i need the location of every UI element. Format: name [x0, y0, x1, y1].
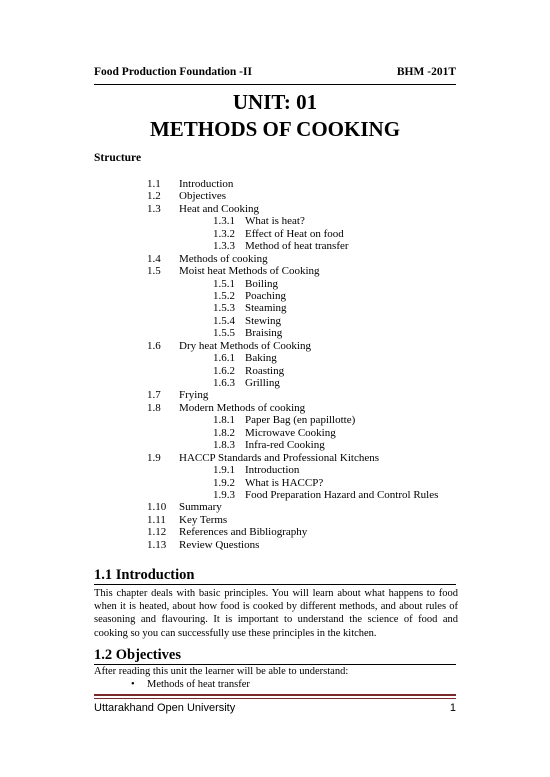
- toc-entry: [0, 464, 550, 476]
- toc-entry: [0, 489, 550, 501]
- toc-entry: [0, 178, 550, 190]
- toc-entry-number: 1.5.4: [213, 314, 235, 327]
- toc-entry-title: Infra-red Cooking: [245, 439, 325, 452]
- toc-entry: [0, 190, 550, 202]
- toc-entry-title: Grilling: [245, 377, 280, 389]
- unit-title: METHODS OF COOKING: [149, 117, 401, 141]
- toc-entry-title: Boiling: [245, 277, 279, 290]
- toc-entry: [0, 477, 550, 489]
- toc-entry: [0, 439, 550, 451]
- toc-entry-title: Introduction: [245, 464, 300, 477]
- toc-entry-number: 1.6.2: [213, 364, 235, 377]
- toc-entry: [0, 327, 550, 339]
- toc-entry-number: 1.9.1: [213, 464, 235, 477]
- toc-entry: [0, 501, 550, 513]
- toc-entry: [0, 265, 550, 277]
- toc-entry: [0, 253, 550, 265]
- toc-entry-number: 1.6.3: [213, 377, 235, 389]
- toc-entry-number: 1.5.2: [213, 289, 235, 302]
- toc-entry-number: 1.12: [147, 526, 167, 539]
- toc-entry-number: 1.10: [147, 501, 167, 514]
- toc-entry-title: Modern Methods of cooking: [179, 401, 306, 414]
- toc-entry-title: Steaming: [245, 302, 287, 315]
- toc-entry-number: 1.2: [147, 190, 161, 203]
- toc-entry-title: HACCP Standards and Professional Kitchens: [179, 451, 380, 464]
- unit-number: UNIT: 01: [232, 90, 318, 114]
- toc-entry-title: Roasting: [245, 364, 285, 377]
- toc-entry-number: 1.8.2: [213, 426, 235, 439]
- toc-entry: [0, 215, 550, 227]
- course-code: BHM -201T: [396, 66, 456, 78]
- toc-entry: [0, 203, 550, 215]
- toc-entry: [0, 365, 550, 377]
- objectives-intro: After reading this unit the learner will be able to understand:: [94, 666, 349, 677]
- toc-entry-title: Microwave Cooking: [245, 426, 336, 439]
- toc-entry: [0, 240, 550, 252]
- toc-entry-number: 1.9.2: [213, 476, 235, 489]
- toc-entry-number: 1.5.3: [213, 302, 235, 315]
- toc-entry-number: 1.13: [147, 538, 167, 551]
- toc-entry-title: Stewing: [245, 314, 282, 327]
- toc-entry-number: 1.5: [147, 265, 161, 278]
- toc-entry-title: Effect of Heat on food: [245, 227, 344, 240]
- toc-entry-title: Objectives: [179, 190, 227, 203]
- toc-entry-title: Paper Bag (en papillotte): [245, 414, 356, 427]
- page-header: [94, 66, 456, 85]
- toc-entry: [0, 514, 550, 526]
- toc-entry-title: Dry heat Methods of Cooking: [179, 339, 311, 352]
- toc-entry-title: What is heat?: [245, 215, 305, 228]
- objectives-heading: 1.2 Objectives: [94, 646, 456, 665]
- toc-entry: [0, 315, 550, 327]
- toc-entry: [0, 427, 550, 439]
- toc-entry-title: Baking: [245, 352, 277, 365]
- toc-entry-title: Braising: [245, 327, 283, 340]
- toc-entry: [0, 389, 550, 401]
- toc-entry-title: Moist heat Methods of Cooking: [179, 265, 320, 278]
- toc-entry-title: Key Terms: [179, 513, 228, 526]
- toc-entry-number: 1.6: [147, 339, 161, 352]
- toc-entry: [0, 228, 550, 240]
- bullet-icon: •: [131, 679, 135, 690]
- toc-entry: [0, 377, 550, 389]
- toc-entry-number: 1.8.3: [213, 439, 235, 452]
- toc-entry-title: Heat and Cooking: [179, 202, 260, 215]
- footer-rule-thin: [94, 698, 456, 699]
- toc-entry-title: Poaching: [245, 289, 286, 302]
- toc-entry: [0, 452, 550, 464]
- toc-entry-number: 1.3.1: [213, 215, 235, 228]
- toc-entry-title: Methods of cooking: [179, 252, 268, 265]
- toc-entry-number: 1.5.5: [213, 327, 235, 340]
- toc-entry: [0, 352, 550, 364]
- toc-entry-number: 1.1: [147, 178, 161, 190]
- toc-entry: [0, 302, 550, 314]
- introduction-paragraph: This chapter deals with basic principles. You will learn about what happens to food when it is heated, about how food is cooked by different methods, and about rules of seasoning and flavouring. It is important to understand the science of food and cooking so you can successfully use these principles in the kitchen.: [94, 588, 458, 639]
- toc-entry-title: Introduction: [179, 178, 234, 190]
- toc-entry-number: 1.7: [147, 389, 161, 402]
- toc-entry-number: 1.9: [147, 451, 161, 464]
- toc-entry-number: 1.4: [147, 252, 161, 265]
- toc-entry-number: 1.8: [147, 401, 161, 414]
- toc-entry-number: 1.3: [147, 202, 161, 215]
- toc-entry: [0, 290, 550, 302]
- toc-entry-title: Food Preparation Hazard and Control Rules: [245, 488, 439, 501]
- university-name: Uttarakhand Open University: [94, 702, 236, 714]
- footer-rule-thick: [94, 694, 456, 696]
- toc-entry: [0, 539, 550, 551]
- toc-entry-number: 1.11: [147, 513, 166, 526]
- toc-entry-title: Review Questions: [179, 538, 260, 551]
- toc-entry-number: 1.9.3: [213, 488, 235, 501]
- toc-entry: [0, 402, 550, 414]
- toc-entry-title: Summary: [179, 501, 222, 514]
- toc-entry-number: 1.3.3: [213, 240, 235, 253]
- toc-entry-number: 1.5.1: [213, 277, 235, 290]
- objective-text: Methods of heat transfer: [147, 679, 250, 690]
- toc-entry-title: References and Bibliography: [179, 526, 308, 539]
- toc-entry: [0, 340, 550, 352]
- toc-entry-number: 1.6.1: [213, 352, 235, 365]
- page-number: 1: [449, 702, 456, 714]
- introduction-heading: 1.1 Introduction: [94, 566, 456, 585]
- toc-entry-title: What is HACCP?: [245, 476, 324, 489]
- toc-entry-title: Method of heat transfer: [245, 240, 349, 253]
- table-of-contents: [0, 178, 550, 551]
- toc-entry-title: Frying: [179, 389, 209, 402]
- structure-heading: Structure: [94, 152, 142, 164]
- toc-entry-number: 1.3.2: [213, 227, 235, 240]
- course-title: Food Production Foundation -II: [94, 66, 252, 78]
- toc-entry: [0, 278, 550, 290]
- toc-entry: [0, 526, 550, 538]
- toc-entry-number: 1.8.1: [213, 414, 235, 427]
- toc-entry: [0, 414, 550, 426]
